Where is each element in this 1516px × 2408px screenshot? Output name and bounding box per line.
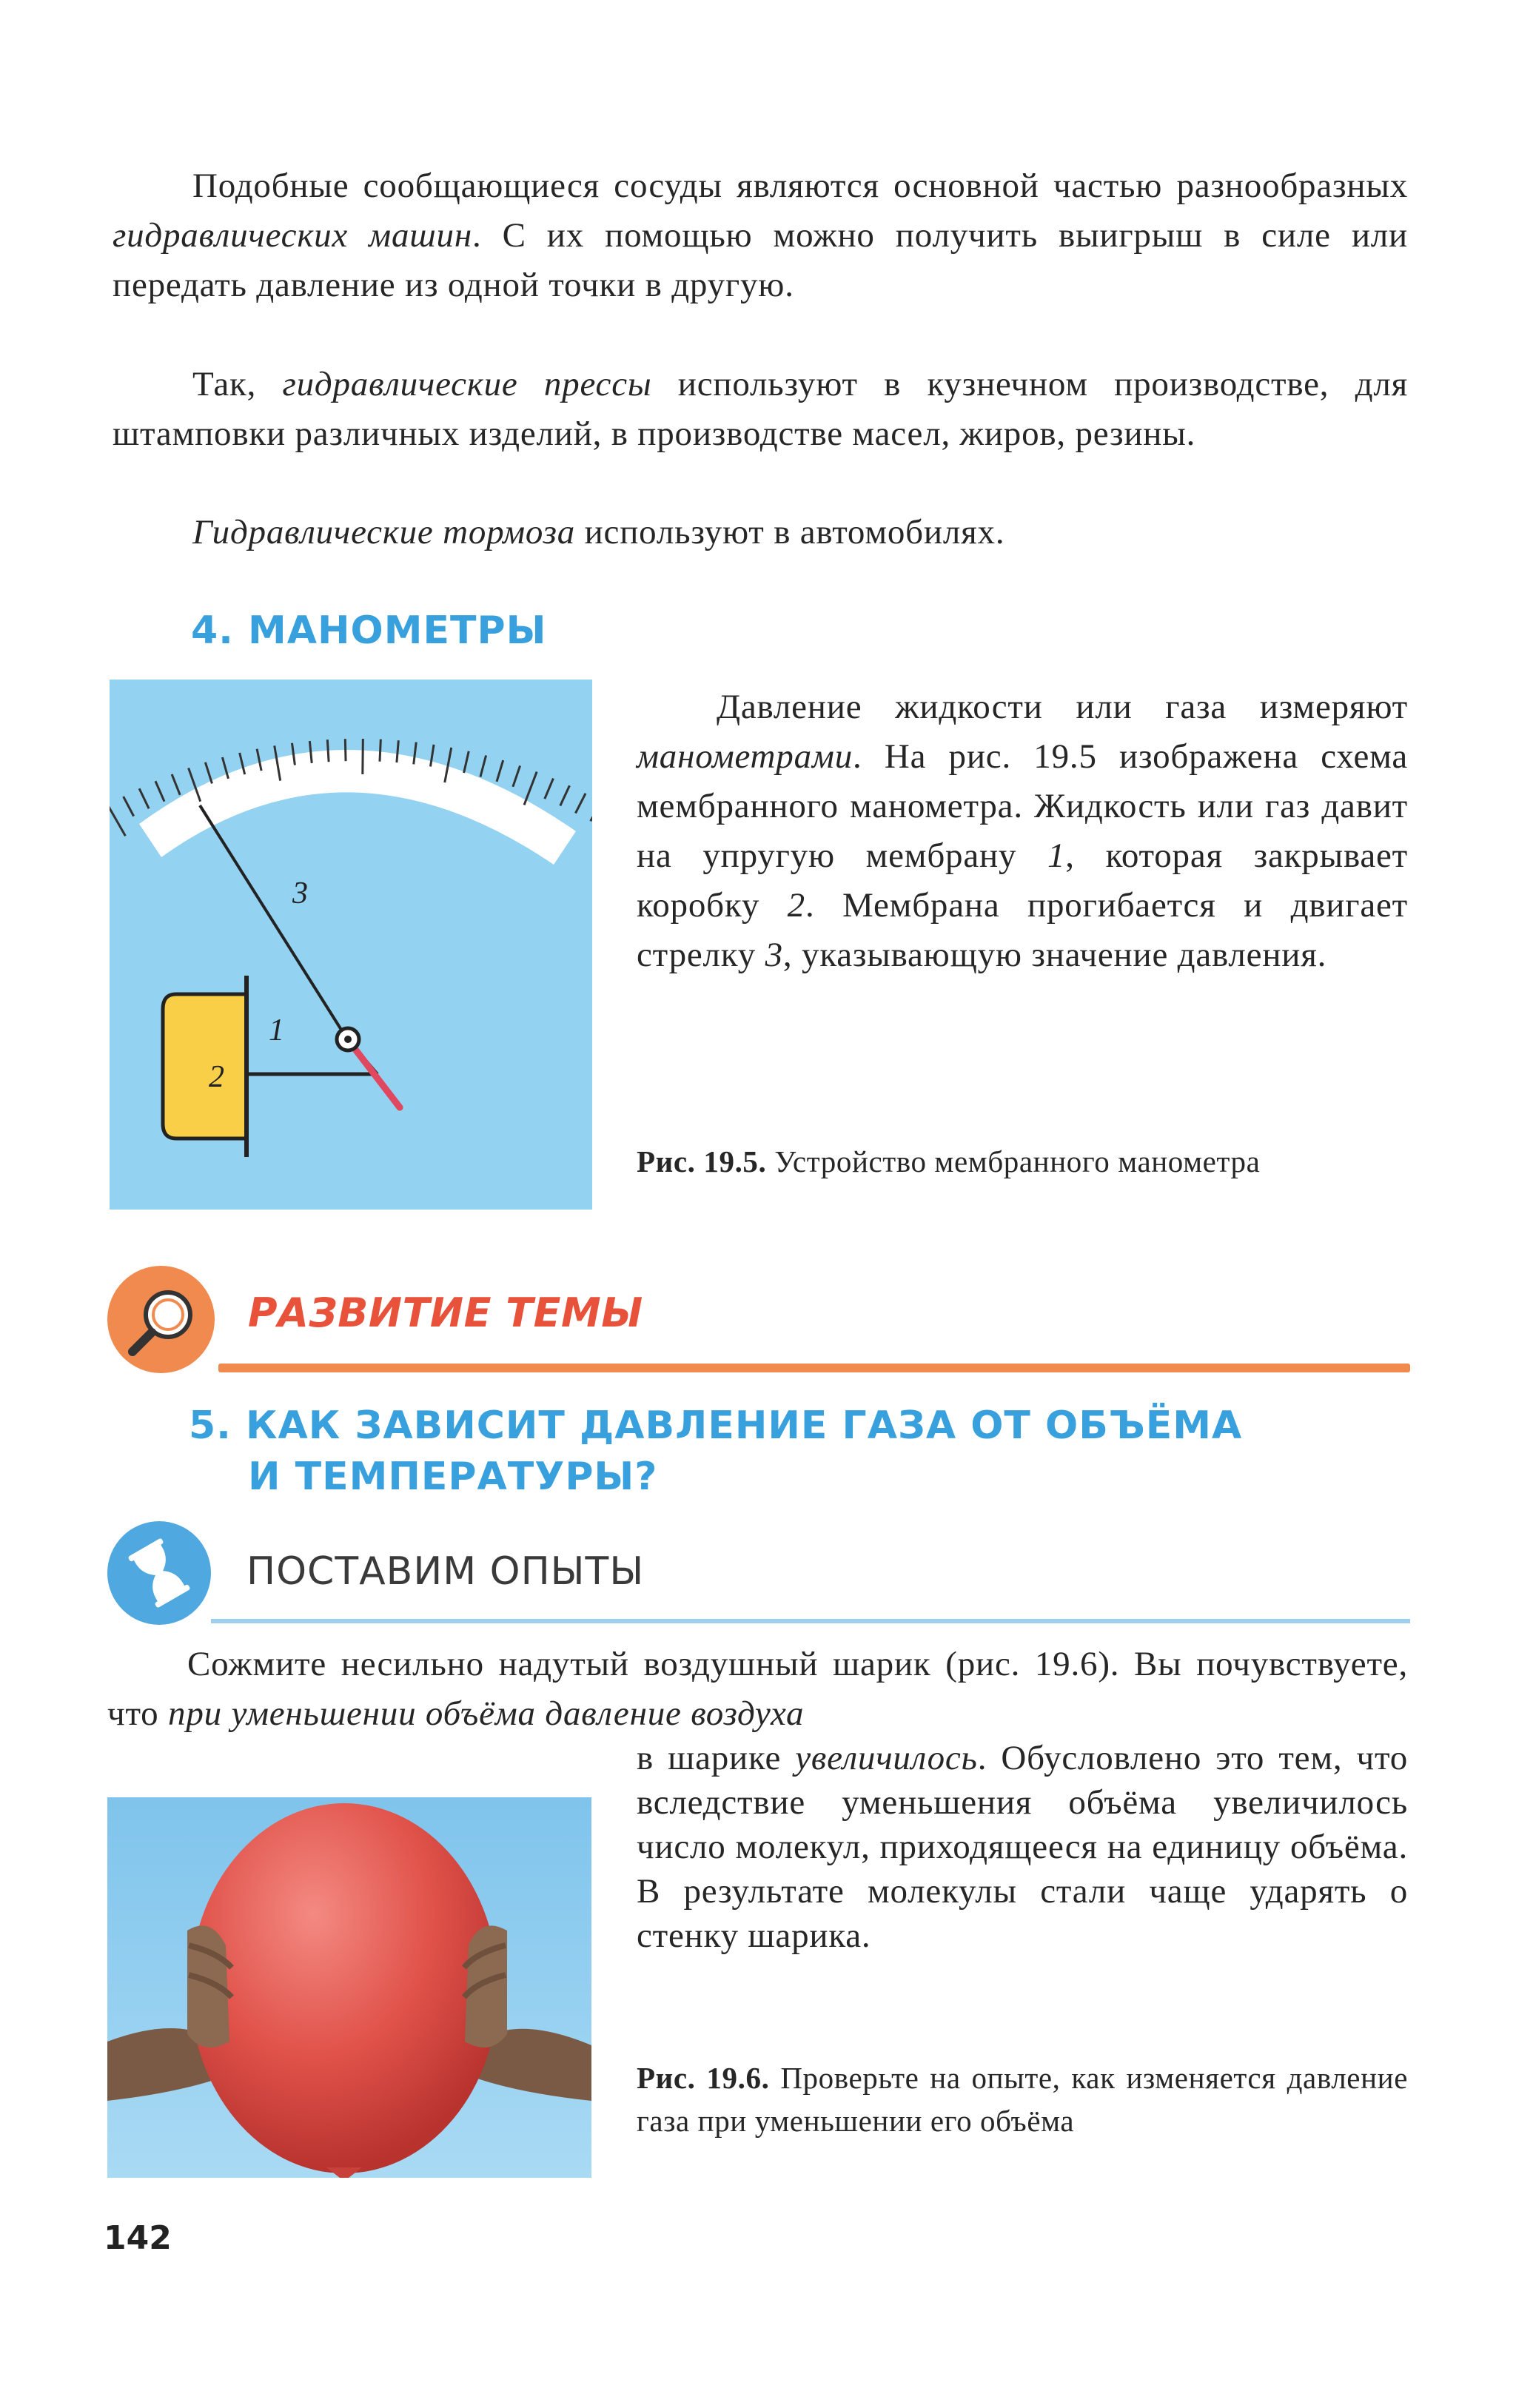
section-5-heading-line2: И ТЕМПЕРАТУРЫ? <box>248 1455 658 1499</box>
figure-label-3: 3 <box>292 876 308 910</box>
figure-label-2: 2 <box>209 1060 224 1094</box>
development-underline <box>218 1364 1410 1372</box>
box-2 <box>163 994 246 1138</box>
scale-tick <box>345 739 346 761</box>
balloon-illustration <box>107 1797 591 2178</box>
hourglass-icon <box>122 1536 196 1610</box>
experiments-header <box>107 1521 1410 1632</box>
section-5-heading-line1: 5. КАК ЗАВИСИТ ДАВЛЕНИЕ ГАЗА ОТ ОБЪЁМА <box>189 1403 1243 1448</box>
magnifier-icon <box>122 1281 204 1362</box>
section-4-heading: 4. МАНОМЕТРЫ <box>191 608 547 653</box>
development-header <box>107 1258 1410 1377</box>
figure-19-6-caption: Рис. 19.6. Проверьте на опыте, как изменяется давление газа при уменьшении его объёма <box>637 2061 1408 2138</box>
experiment-text-top: Сожмите несильно надутый воздушный шарик (рис. 19.6). Вы почувствуете, что при уменьшении объёма давление воздуха <box>107 1645 1408 1733</box>
manometer-diagram <box>110 680 592 1210</box>
manometer-description: Давление жидкости или газа измеряют манометрами. На рис. 19.5 изображена схема мембранного манометра. Жидкость или газ давит на упругую мембрану 1, которая закрывает коробку 2. Мембрана прогибается и двигает стрелку 3, указывающую значение давления. <box>637 688 1408 974</box>
development-title: РАЗВИТИЕ ТЕМЫ <box>248 1289 643 1336</box>
balloon-photo <box>107 1797 591 2178</box>
experiment-text-right: в шарике увеличилось. Обусловлено это тем, что вследствие уменьшения объёма увеличилось число молекул, приходящееся на единицу объёма. В результате молекулы стали чаще ударять о стенку шарика. <box>637 1739 1409 1955</box>
experiments-title: ПОСТАВИМ ОПЫТЫ <box>246 1549 645 1594</box>
scale-tick <box>327 739 329 762</box>
manometer-figure <box>110 680 592 1210</box>
experiments-underline <box>211 1619 1410 1623</box>
figure-19-5-caption: Рис. 19.5. Устройство мембранного манометра <box>637 1144 1261 1178</box>
paragraph-hydraulic-presses: Так, гидравлические прессы используют в кузнечном производстве, для штамповки различных изделий, в производстве масел, жиров, резины. <box>113 365 1408 453</box>
figure-label-1: 1 <box>269 1013 284 1047</box>
paragraph-hydraulic-brakes: Гидравлические тормоза используют в автомобилях. <box>192 513 1005 551</box>
page-number: 142 <box>104 2219 172 2257</box>
paragraph-hydraulic-machines: Подобные сообщающиеся сосуды являются основной частью разнообразных гидравлических машин. С их помощью можно получить выигрыш в силе или передать давление из одной точки в другую. <box>113 167 1408 304</box>
